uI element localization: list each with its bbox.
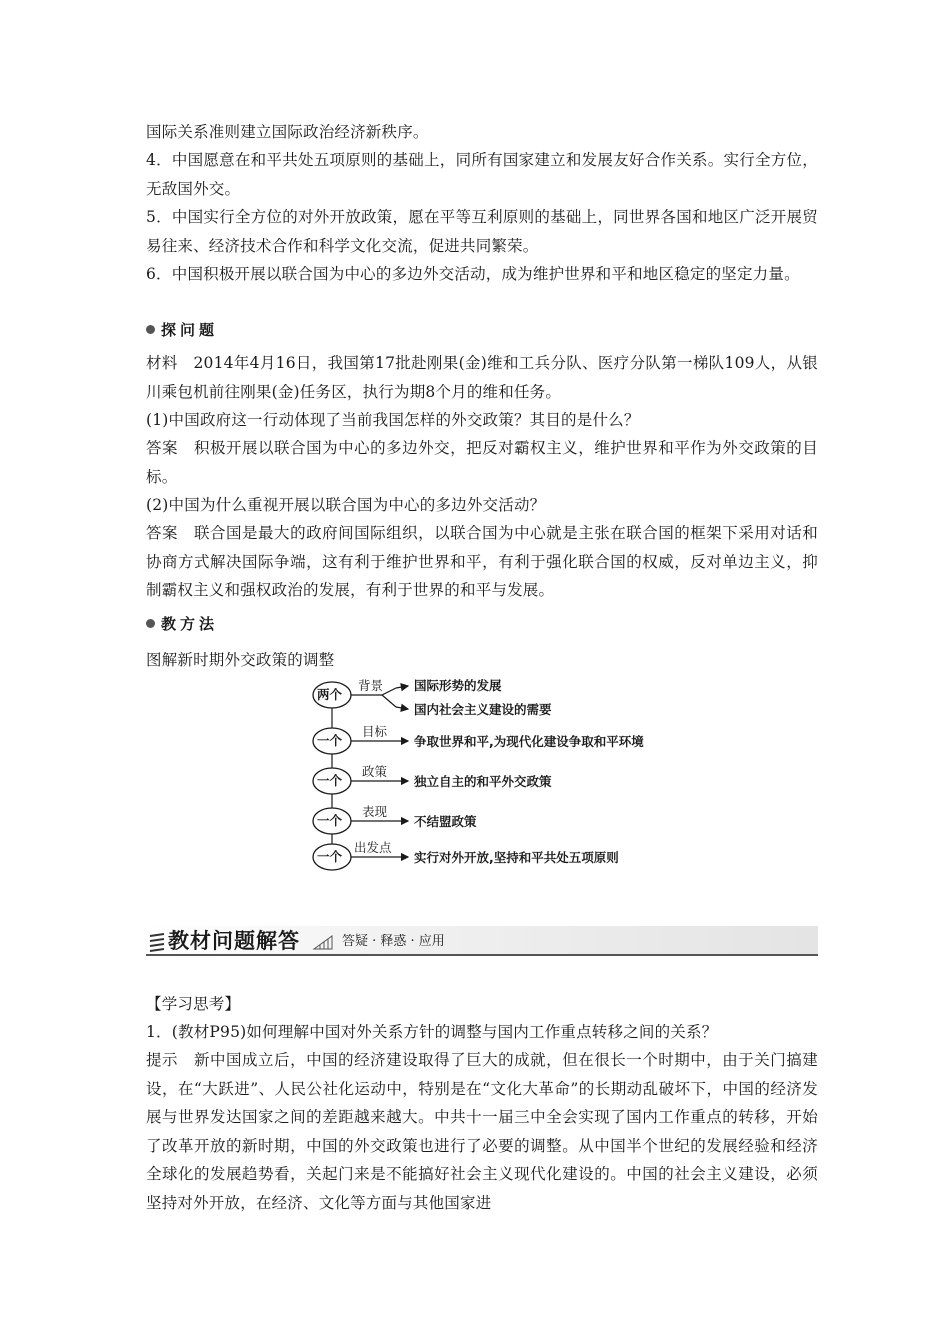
section-banner	[146, 926, 818, 958]
heading-method: 教方法	[146, 612, 218, 636]
node-circle-label: 一个	[317, 849, 343, 864]
bullet-dot-icon	[146, 619, 155, 628]
paragraph-point-4: 4．中国愿意在和平共处五项原则的基础上，同所有国家建立和发展友好合作关系。实行全方位，无敌国外交。	[146, 151, 818, 198]
study-hint-paragraph: 提示 新中国成立后，中国的经济建设取得了巨大的成就，但在很长一个时期中，由于关门搞建设，在“大跃进”、人民公社化运动中，特别是在“文化大革命”的长期动乱破坏下，中国的经济发展与世界发达国家之间的差距越来越大。中共十一届三中全会实现了国内工作重点的转移，开始了改革开放的新时期，中国的外交政策也进行了必要的调整。从中国半个世纪的发展经验和经济全球化的发展趋势看，关起门来是不能搞好社会主义现代化建设的。中国的社会主义建设，必须坚持对外开放，在经济、文化等方面与其他国家进	[146, 1051, 818, 1212]
diagram-caption: 图解新时期外交政策的调整	[146, 651, 335, 669]
question-1: (1)中国政府这一行动体现了当前我国怎样的外交政策？其目的是什么？	[146, 411, 640, 429]
study-think-title: 【学习思考】	[146, 995, 241, 1013]
banner-subtitle: 答疑 · 释惑 · 应用	[342, 934, 445, 949]
paragraph-point-5: 5．中国实行全方位的对外开放政策，愿在平等互利原则的基础上，同世界各国和地区广泛开展贸易往来、经济技术合作和科学文化交流，促进共同繁荣。	[146, 208, 818, 255]
triangle-lines-icon	[312, 934, 334, 950]
arrow-label-performance: 表现	[362, 804, 388, 819]
node-circle-label: 一个	[317, 813, 343, 828]
node-circle-label: 一个	[317, 733, 343, 748]
bullet-dot-icon	[146, 325, 155, 334]
answer-1: 答案 积极开展以联合国为中心的多边外交，把反对霸权主义，维护世界和平作为外交政策的目标。	[146, 439, 818, 486]
target-text: 不结盟政策	[414, 814, 477, 829]
stripes-icon	[148, 932, 166, 952]
paragraph-point-6: 6．中国积极开展以联合国为中心的多边外交活动，成为维护世界和平和地区稳定的坚定力量。	[146, 265, 800, 283]
target-text: 国内社会主义建设的需要	[414, 702, 552, 717]
answer-2: 答案 联合国是最大的政府间国际组织，以联合国为中心就是主张在联合国的框架下采用对话和协商方式解决国际争端，这有利于维护世界和平，有利于强化联合国的权威，反对单边主义，抑制霸权主义和强权政治的发展，有利于世界的和平与发展。	[146, 524, 818, 599]
arrow-label-goal: 目标	[362, 724, 388, 739]
banner-title: 教材问题解答	[168, 929, 300, 953]
question-2: (2)中国为什么重视开展以联合国为中心的多边外交活动？	[146, 496, 546, 514]
policy-diagram	[308, 676, 668, 876]
arrow-label-background: 背景	[358, 678, 384, 693]
arrow-label-starting-point: 出发点	[354, 840, 392, 855]
target-text: 实行对外开放,坚持和平共处五项原则	[414, 850, 619, 865]
heading-explore: 探问题	[146, 318, 218, 342]
material-paragraph: 材料 2014年4月16日，我国第17批赴刚果(金)维和工兵分队、医疗分队第一梯队109人，从银川乘包机前往刚果(金)任务区，执行为期8个月的维和任务。	[146, 354, 818, 401]
target-text: 独立自主的和平外交政策	[414, 774, 552, 789]
study-question-1: 1．(教材P95)如何理解中国对外关系方针的调整与国内工作重点转移之间的关系？	[146, 1023, 718, 1041]
node-circle-label: 两个	[317, 687, 343, 702]
paragraph-intro-end: 国际关系准则建立国际政治经济新秩序。	[146, 123, 429, 141]
target-text: 国际形势的发展	[414, 678, 502, 693]
target-text: 争取世界和平,为现代化建设争取和平环境	[414, 734, 644, 749]
arrow-label-policy: 政策	[362, 764, 388, 779]
node-circle-label: 一个	[317, 773, 343, 788]
